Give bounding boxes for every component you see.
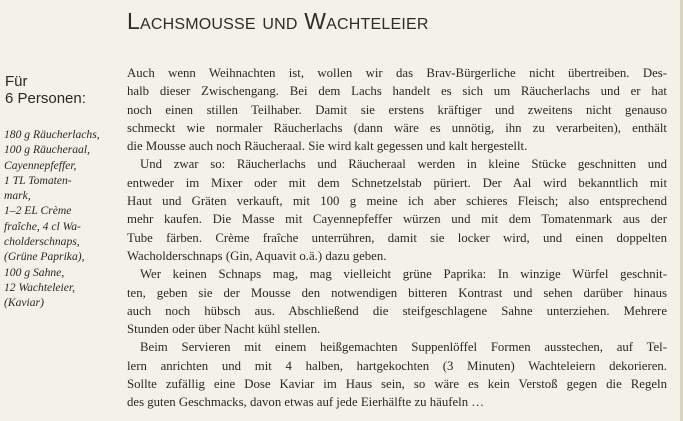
ingredient-line: (Kaviar) xyxy=(4,296,44,310)
body-line: Stunden oder über Nacht kühl stellen. xyxy=(127,322,321,337)
body-line: Wacholderschnaps (Gin, Aquavit o.ä.) dazu geben. xyxy=(127,248,387,263)
ingredient-line: fraîche, 4 cl Wa- xyxy=(4,219,81,233)
body-line: entweder im Mixer oder mit dem Schnetzelstab püriert. Der Aal wird bekanntlich mit xyxy=(127,175,667,190)
ingredient-line: 100 g Sahne, xyxy=(4,265,65,279)
body-line: Tube färben. Crème fraîche unterrühren, damit sie locker wird, und einen doppelten xyxy=(127,230,667,245)
body-line: Beim Servieren mit einem heißgemachten Suppenlöffel Formen ausstechen, auf Tel- xyxy=(140,340,667,355)
ingredients-list xyxy=(4,127,122,311)
ingredient-line: cholderschnaps, xyxy=(4,235,80,249)
body-line: Und zwar so: Räucherlachs und Räucheraal werden in kleine Stücke geschnitten und xyxy=(140,157,667,172)
body-line: die Mousse auch noch Räucheraal. Sie wird kalt gegessen und kalt hergestellt. xyxy=(127,139,528,154)
ingredient-line: 1–2 EL Crème xyxy=(4,204,72,218)
body-line: auch noch hübsch aus. Abschließend die steifgeschlagene Sahne unterziehen. Mehrere xyxy=(127,303,667,318)
servings-line-1: Für xyxy=(5,73,28,90)
servings-label xyxy=(5,73,86,107)
body-line: noch einen stillen Teilhaber. Damit sie erstens kräftiger und zweitens nicht genauso xyxy=(127,102,667,117)
body-line: schmeckt wie normaler Räucherlachs (dann wäre es unnötig, ihn zu verarbeiten), enthält xyxy=(127,120,667,135)
body-line: mehr kaufen. Die Masse mit Cayennepfeffer würzen und mit dem Tomatenmark aus der xyxy=(127,212,667,227)
body-line: lern anrichten und mit 4 halben, hartgekochten (3 Minuten) Wachteleiern dekorieren. xyxy=(127,358,667,373)
body-line: Haut und Gräten verkauft, mit 100 g meine ich aber schieres Fleisch; also entsprechend xyxy=(127,194,667,209)
body-line: des guten Geschmacks, davon etwas auf jede Eierhälfte zu häufeln … xyxy=(127,395,485,410)
body-line: ten, geben sie der Mousse den notwendigen bitteren Kontrast und sehen darüber hinaus xyxy=(127,285,667,300)
body-line: halb dieser Zwischengang. Bei dem Lachs handelt es sich um Räucherlachs und er hat xyxy=(127,84,667,99)
ingredient-line: mark, xyxy=(4,189,31,203)
ingredient-line: 12 Wachteleier, xyxy=(4,280,76,294)
ingredient-line: Cayennepfeffer, xyxy=(4,158,77,172)
body-line: Auch wenn Weihnachten ist, wollen wir das Brav-Bürgerliche nicht übertreiben. Des- xyxy=(127,66,667,80)
ingredient-line: 1 TL Tomaten- xyxy=(4,173,72,187)
ingredient-line: (Grüne Paprika), xyxy=(4,250,85,264)
servings-line-2: 6 Personen: xyxy=(5,90,86,107)
ingredient-line: 100 g Räucheraal, xyxy=(4,143,90,157)
recipe-title: Lachsmousse und Wachteleier xyxy=(127,8,429,34)
ingredient-line: 180 g Räucherlachs, xyxy=(4,128,100,141)
body-line: Sollte zufällig eine Dose Kaviar im Haus sein, so wäre es kein Verstoß gegen die Regeln xyxy=(127,377,667,392)
body-line: Wer keinen Schnaps mag, mag vielleicht grüne Paprika: In winzige Würfel geschnit- xyxy=(140,267,667,282)
recipe-body xyxy=(127,64,667,412)
